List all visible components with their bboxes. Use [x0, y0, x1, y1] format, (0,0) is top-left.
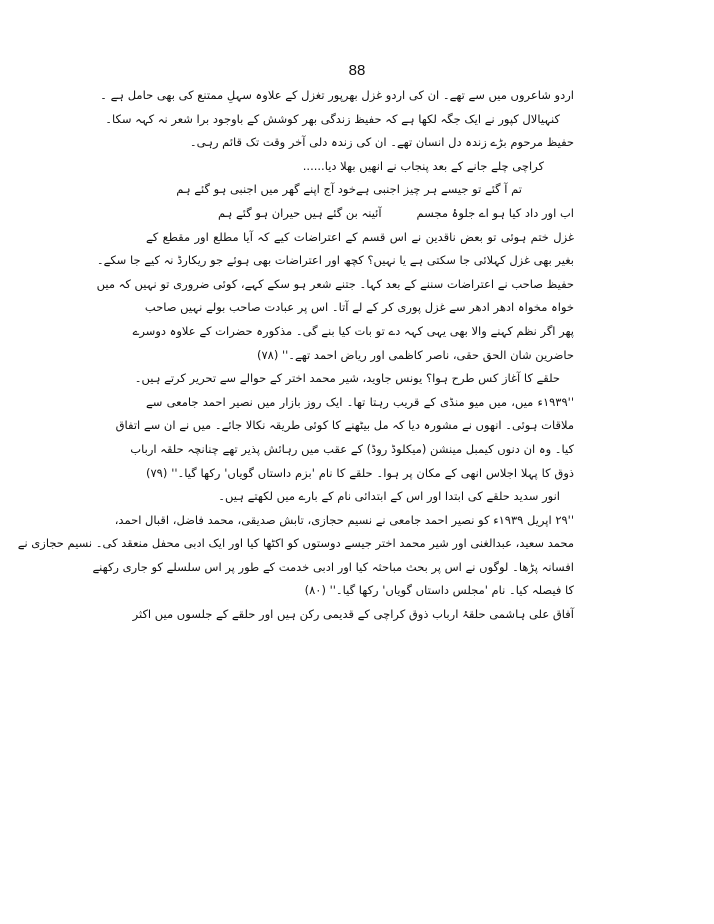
text-line: آفاق علی ہاشمی حلقۂ ارباب ذوق کراچی کے قدیمی رکن ہیں اور حلقے کے جلسوں میں اکثر [132, 607, 574, 622]
text-line: کیا۔ وہ ان دنوں کیمبل مینشن (میکلوڈ روڈ) کے عقب میں رہائش پذیر تھے چنانچہ حلقہ ارباب [130, 441, 574, 456]
verse-couplet [146, 202, 574, 226]
text-line: حفیظ صاحب نے اعتراضات سننے کے بعد کہا۔ جتنے شعر ہو سکے کہے، کوئی ضروری تو نہیں کہ میں [96, 276, 574, 291]
text-line: پھر اگر نظم کہنے والا بھی یہی کہہ دے تو بات کیا بنے گی۔ مذکورہ حضرات کے علاوہ دوسرے [132, 323, 574, 338]
text-line: ''۱۹۳۹ء میں، میں میو منڈی کے قریب رہتا تھا۔ ایک روز بازار میں نصیر احمد جامعی سے [146, 394, 574, 409]
text-line: ''۲۹ اپریل ۱۹۳۹ء کو نصیر احمد جامعی نے نسیم حجازی، تابش صدیقی، محمد فاضل، اقبال احمد، [114, 512, 574, 527]
text-line: حاضرین شان الحق حقی، ناصر کاظمی اور ریاض احمد تھے۔'' (۷۸) [256, 347, 574, 362]
text-line: خواہ مخواہ ادھر ادھر سے غزل پوری کر کے لے آتا۔ اس پر عبادت صاحب بولے نہیں صاحب [144, 300, 574, 315]
text-line: حفیظ مرحوم بڑے زندہ دل انسان تھے۔ ان کی زندہ دلی آخر وقت تک قائم رہی۔ [189, 135, 574, 150]
page-body [17, 84, 574, 627]
verse-first-hemistich: تم آ گئے تو جیسے ہر چیز اجنبی ہے [355, 182, 522, 197]
text-line: افسانہ پڑھا۔ لوگوں نے اس پر بحث مباحثہ کیا اور ادبی خدمت کے طور پر اس سلسلے کو جاری رکھنے [92, 559, 574, 574]
text-line: محمد سعید، عبدالغنی اور شیر محمد اختر جیسے دوستوں کو اکٹھا کیا اور ایک ادبی محفل منعقد کی۔ نسیم حجازی نے [17, 536, 574, 551]
text-line: ذوق کا پہلا اجلاس انھی کے مکان پر ہوا۔ حلقے کا نام 'بزم داستاں گویاں' رکھا گیا۔'' (۷۹) [146, 465, 574, 480]
text-line: ملاقات ہوئی۔ انھوں نے مشورہ دیا کہ مل بیٹھنے کا کوئی طریقہ نکالا جائے۔ میں نے ان سے اتفاق [115, 418, 574, 433]
verse-second-hemistich: خود آج اپنے گھر میں اجنبی ہو گئے ہم [176, 182, 356, 197]
page-number: 88 [348, 62, 366, 79]
text-line: کنہیالال کپور نے ایک جگہ لکھا ہے کہ حفیظ زندگی بھر کوشش کے باوجود برا شعر نہ کہہ سکا۔ [105, 111, 560, 126]
verse-couplet [146, 178, 574, 202]
text-line: اردو شاعروں میں سے تھے۔ ان کی اردو غزل بھرپور تغزل کے علاوہ سہلِ ممتنع کی بھی حامل ہے ۔ [100, 88, 574, 102]
text-line: کراچی چلے جانے کے بعد پنجاب نے انھیں بھلا دیا...... [302, 158, 544, 173]
text-line: انور سدید حلقے کی ابتدا اور اس کے ابتدائی نام کے بارے میں لکھتے ہیں۔ [218, 489, 560, 504]
text-line: بغیر بھی غزل کہلائی جا سکتی ہے یا نہیں؟ کچھ اور اعتراضات بھی ہوئے جو ریکارڈ نہ کیے جا سکے۔ [96, 253, 574, 268]
text-line: کا فیصلہ کیا۔ نام 'مجلس داستاں گویاں' رکھا گیا۔'' (۸۰) [304, 583, 574, 598]
verse-second-hemistich: آئینہ بن گئے ہیں حیران ہو گئے ہم [218, 205, 382, 220]
text-line: غزل ختم ہوئی تو بعض ناقدین نے اس قسم کے اعتراضات کیے کہ آیا مطلع اور مقطع کے [146, 229, 574, 244]
verse-first-hemistich: اب اور داد کیا ہو اے جلوۂ مجسم [416, 205, 574, 220]
text-line: حلقے کا آغاز کس طرح ہوا؟ یونس جاوید، شیر محمد اختر کے حوالے سے تحریر کرتے ہیں۔ [134, 371, 560, 386]
